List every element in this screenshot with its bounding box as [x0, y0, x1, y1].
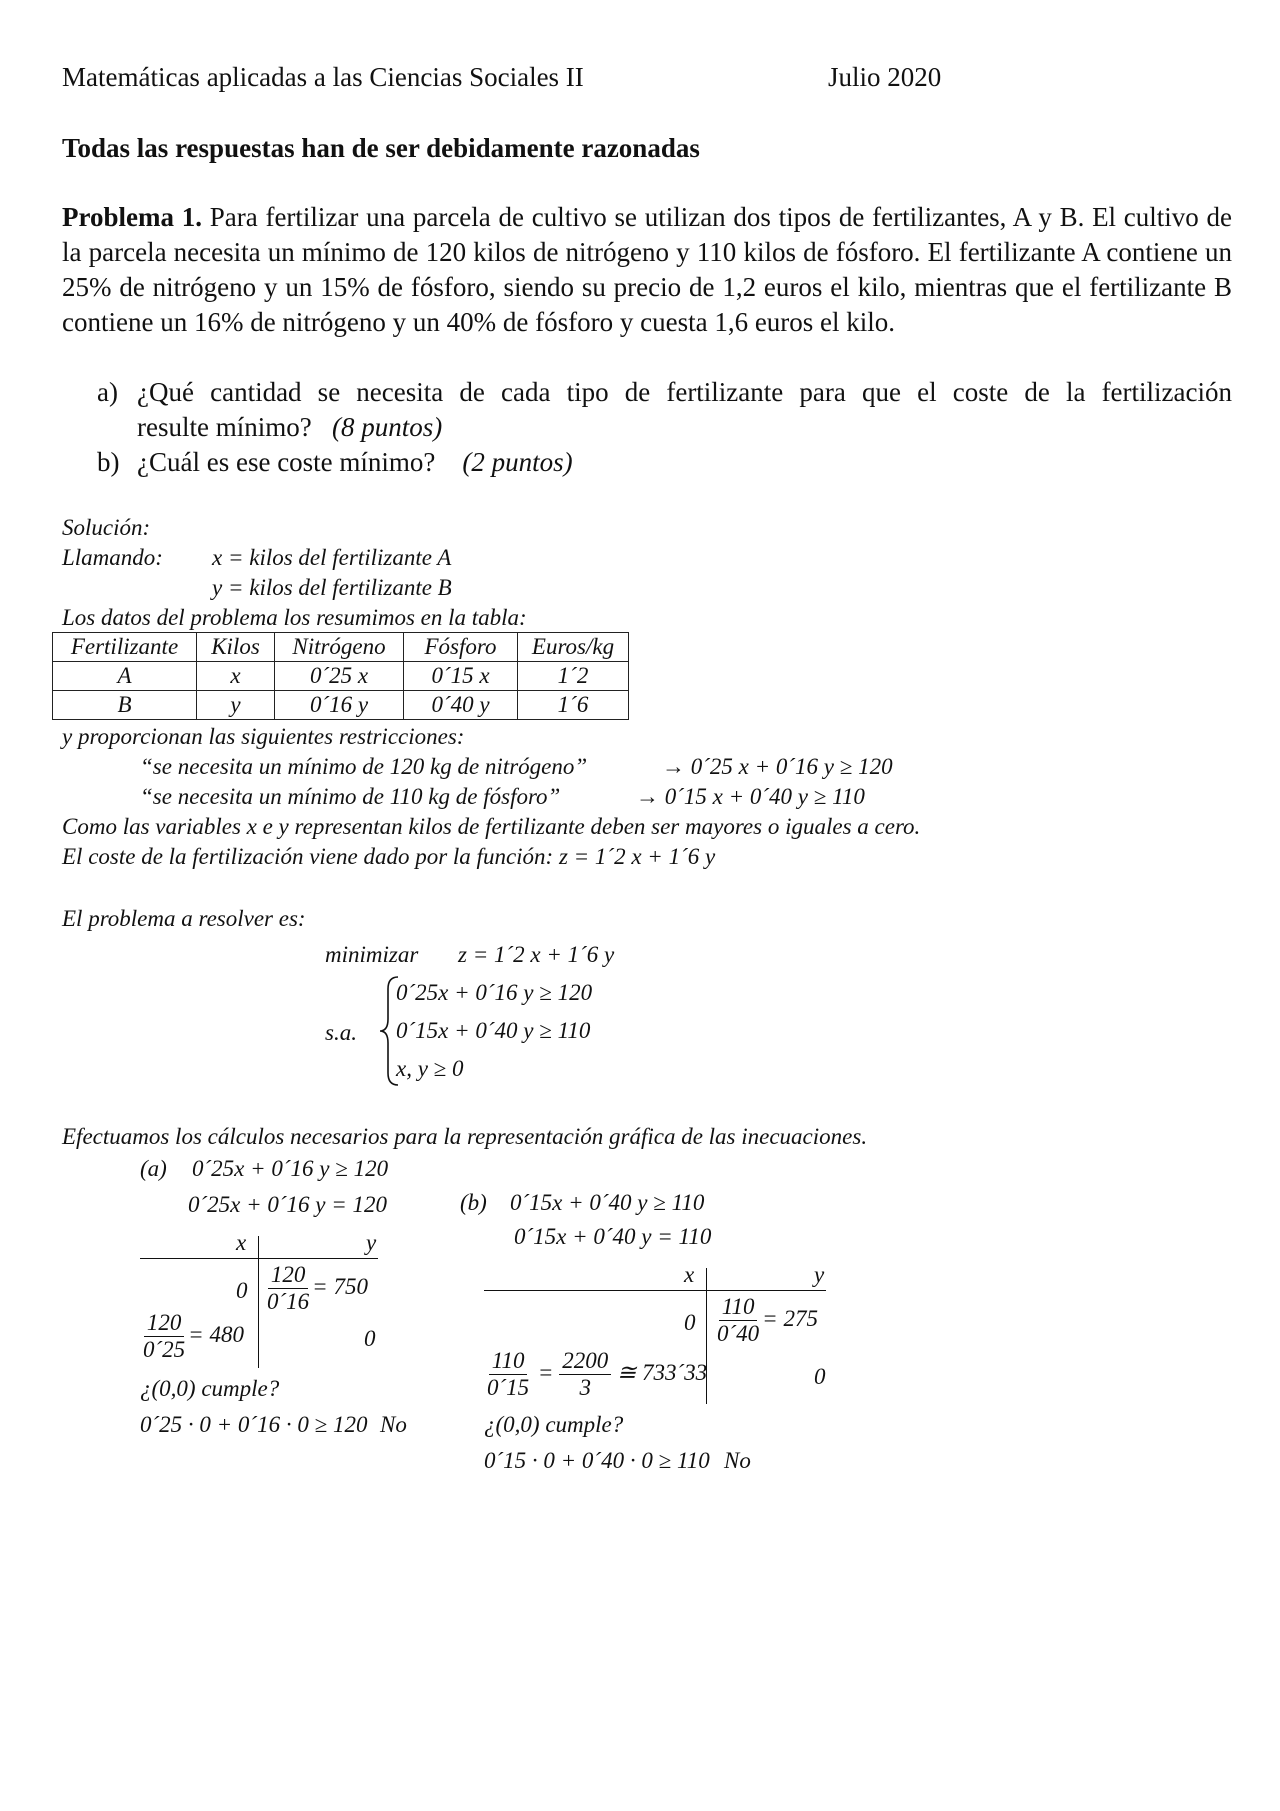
calc-a-inequality: 0´25x + 0´16 y ≥ 120: [192, 1156, 389, 1181]
problem-statement: [62, 200, 1232, 340]
calc-b-check: 0´15 · 0 + 0´40 · 0 ≥ 110: [484, 1448, 710, 1473]
table-cell: 1´2: [518, 662, 629, 691]
calc-b-r1-fraction: [714, 1294, 762, 1347]
restrictions-intro: y proporcionan las siguientes restricciones:: [62, 724, 465, 749]
calc-b-r2-den: 0´15: [487, 1375, 530, 1400]
calc-b-equation: 0´15x + 0´40 y = 110: [514, 1224, 712, 1249]
variable-x-def: x = kilos del fertilizante A: [212, 545, 452, 570]
calc-b-r2-result: ≅ 733´33: [616, 1359, 708, 1385]
table-cell: 1´6: [518, 691, 629, 720]
variable-y-def: y = kilos del fertilizante B: [212, 575, 452, 600]
table-header-cell: Kilos: [197, 633, 275, 662]
calc-b-r2-num: 110: [489, 1348, 528, 1375]
restriction-1-eq: → 0´25 x + 0´16 y ≥ 120: [662, 754, 893, 779]
question-a-points: (8 puntos): [331, 412, 443, 442]
calc-a-r2-fraction: [140, 1310, 188, 1363]
calc-a-label: (a): [140, 1156, 167, 1181]
calc-b-r2-num2: 2200: [559, 1348, 611, 1375]
question-a-label: a): [97, 377, 118, 407]
table-header-cell: Fósforo: [404, 633, 518, 662]
table-header-row: [53, 633, 629, 662]
calc-b-label: (b): [460, 1190, 487, 1215]
question-b-label: b): [97, 447, 120, 477]
calc-b-r1-num: 110: [719, 1294, 758, 1321]
calc-b-inequality: 0´15x + 0´40 y ≥ 110: [510, 1190, 705, 1215]
question-b-line: [137, 445, 573, 480]
table-cell: A: [53, 662, 197, 691]
calc-b-r2-y: 0: [814, 1364, 826, 1389]
nonnegativity-note: Como las variables x e y representan kilos de fertilizante deben ser mayores o iguales a cero.: [62, 814, 921, 839]
course-title: Matemáticas aplicadas a las Ciencias Sociales II: [62, 62, 584, 92]
table-cell: 0´16 y: [275, 691, 404, 720]
restriction-1-text: “se necesita un mínimo de 120 kg de nitrógeno”: [140, 754, 588, 779]
calc-a-r1-num: 120: [268, 1262, 309, 1289]
table-header-cell: Nitrógeno: [275, 633, 404, 662]
calc-b-r2-x: $\frac{110}{0´15}$ = $\frac{2200}{3}$ ≅ 733´33: [484, 1348, 707, 1401]
constraint-2: 0´15x + 0´40 y ≥ 110: [396, 1018, 591, 1043]
calc-a-r2-den: 0´25: [143, 1337, 186, 1362]
calc-a-table-hrule: [140, 1258, 378, 1259]
data-table: [52, 632, 629, 720]
calc-a-col-y: y: [366, 1230, 377, 1255]
table-header-cell: Fertilizante: [53, 633, 197, 662]
restriction-2-eq: → 0´15 x + 0´40 y ≥ 110: [636, 784, 865, 809]
calc-b-r2-fraction-1: [484, 1348, 532, 1401]
calc-b-r1-result: = 275: [762, 1305, 818, 1331]
table-cell: 0´25 x: [275, 662, 404, 691]
minimize-label: minimizar: [325, 942, 419, 967]
calc-a-r1-den: 0´16: [267, 1289, 310, 1314]
calc-a-check: 0´25 · 0 + 0´16 · 0 ≥ 120: [140, 1412, 368, 1437]
question-b-points: (2 puntos): [462, 447, 573, 477]
calc-b-col-y: y: [814, 1262, 825, 1287]
table-cell: x: [197, 662, 275, 691]
table-header-cell: Euros/kg: [518, 633, 629, 662]
calc-b-r2-den2: 3: [579, 1375, 591, 1400]
calc-a-table-vrule: [258, 1236, 259, 1368]
calc-b-answer: No: [724, 1448, 751, 1473]
question-a-text2: resulte mínimo?: [137, 412, 312, 442]
instruction-heading: Todas las respuestas han de ser debidamente razonadas: [62, 133, 700, 163]
calc-a-r1-x: 0: [236, 1278, 248, 1303]
calc-a-question: ¿(0,0) cumple?: [140, 1376, 280, 1401]
table-row: [53, 662, 629, 691]
table-cell: 0´40 y: [404, 691, 518, 720]
table-cell: 0´15 x: [404, 662, 518, 691]
calc-b-r2-fraction-2: [559, 1348, 611, 1401]
constraint-1: 0´25x + 0´16 y ≥ 120: [396, 980, 593, 1005]
question-a-text-cont: [137, 410, 442, 445]
calc-a-answer: No: [380, 1412, 407, 1437]
calc-b-r1-den: 0´40: [717, 1321, 760, 1346]
calc-a-col-x: x: [236, 1230, 247, 1255]
table-cell: y: [197, 691, 275, 720]
calc-b-r1-x: 0: [684, 1310, 696, 1335]
calc-b-col-x: x: [684, 1262, 695, 1287]
table-row: [53, 691, 629, 720]
table-intro: Los datos del problema los resumimos en la tabla:: [62, 605, 527, 630]
restriction-2-text: “se necesita un mínimo de 110 kg de fósforo”: [140, 784, 561, 809]
calc-a-equation: 0´25x + 0´16 y = 120: [188, 1192, 388, 1217]
calculations-intro: Efectuamos los cálculos necesarios para la representación gráfica de las inecuaciones.: [62, 1124, 868, 1149]
calc-a-r1-y: [264, 1262, 368, 1315]
question-a-text: ¿Qué cantidad se necesita de cada tipo de fertilizante para que el coste de la fertilización: [137, 377, 1232, 407]
constraint-3: x, y ≥ 0: [396, 1056, 464, 1081]
calc-a-r1-result: = 750: [312, 1273, 368, 1299]
question-b-text: ¿Cuál es ese coste mínimo?: [137, 447, 436, 477]
exam-date: Julio 2020: [828, 62, 942, 92]
problem-body: Para fertilizar una parcela de cultivo se utilizan dos tipos de fertilizantes, A y B. El cultivo de la parcela necesita un mínimo de 120 kilos de nitrógeno y 110 kilos de fósforo. El fertilizante A contiene un 25% de nitrógeno y un 15% de fósforo, siendo su precio de 1,2 euros el kilo, mientras que el fertilizante B contiene un 16% de nitrógeno y un 40% de fósforo y cuesta 1,6 euros el kilo.: [62, 202, 1233, 337]
solution-heading: Solución:: [62, 515, 151, 540]
subject-to-label: s.a.: [325, 1020, 357, 1045]
objective-function: z = 1´2 x + 1´6 y: [458, 942, 615, 967]
calc-a-r2-y: 0: [364, 1326, 376, 1351]
calc-a-r2-x: [140, 1310, 244, 1363]
calc-a-r2-num: 120: [144, 1310, 185, 1337]
calc-b-question: ¿(0,0) cumple?: [484, 1412, 624, 1437]
llamando-label: Llamando:: [62, 545, 163, 570]
calc-a-r2-result: = 480: [188, 1321, 244, 1347]
table-cell: B: [53, 691, 197, 720]
calc-a-r1-fraction: [264, 1262, 312, 1315]
problem-label: Problema 1.: [62, 202, 202, 232]
cost-function: El coste de la fertilización viene dado por la función: z = 1´2 x + 1´6 y: [62, 844, 716, 869]
calc-b-table-hrule: [484, 1290, 826, 1291]
calc-b-r1-y: [714, 1294, 818, 1347]
problem-intro: El problema a resolver es:: [62, 906, 306, 931]
